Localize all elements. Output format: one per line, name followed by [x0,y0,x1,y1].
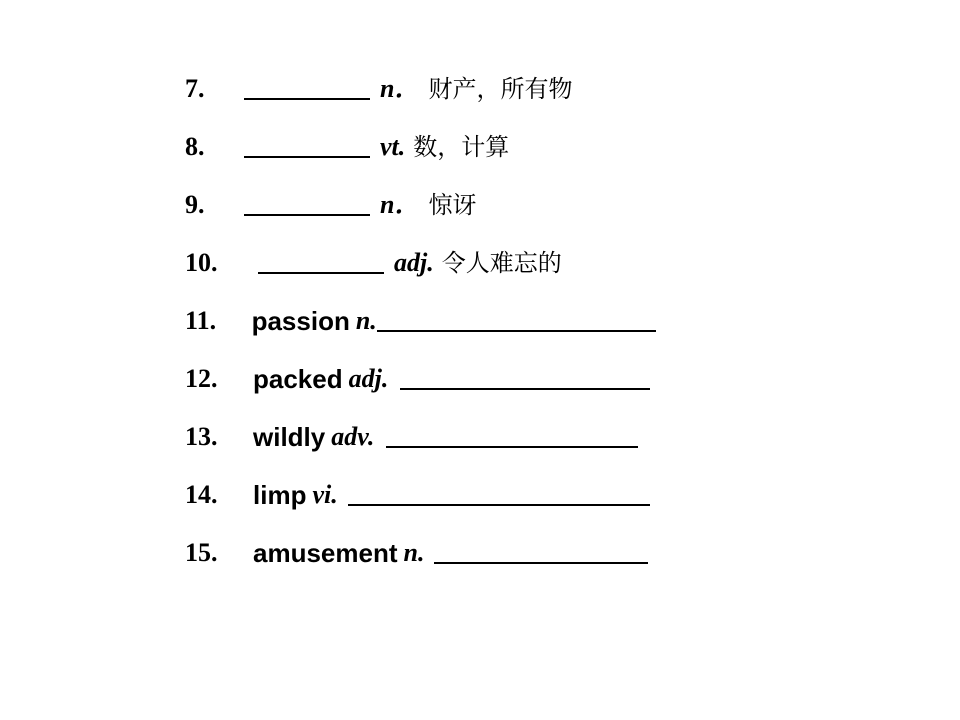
chinese-meaning: 令人难忘的 [441,249,562,277]
vocab-item-13 [185,418,638,452]
part-of-speech: vt. [380,132,406,161]
part-of-speech: n． [380,190,421,219]
item-number: 14 [185,480,211,509]
vocab-item-11 [185,302,656,336]
part-of-speech: n. [355,306,377,335]
answer-blank[interactable] [348,480,650,506]
item-number: 9 [185,190,198,219]
english-word: amusement [253,538,398,568]
vocab-item-9 [185,186,476,220]
english-word: limp [253,480,307,510]
vocab-item-10 [185,244,562,278]
answer-blank[interactable] [244,190,370,216]
item-number: 7 [185,74,198,103]
item-dot: . [211,364,218,393]
chinese-meaning: 数，计算 [413,133,510,161]
part-of-speech: adj. [348,364,389,393]
answer-blank[interactable] [258,248,384,274]
item-dot: . [211,248,218,277]
item-number: 11 [185,306,210,335]
vocab-item-12 [185,360,650,394]
vocab-item-8 [185,128,509,162]
part-of-speech: vi. [312,480,338,509]
vocab-item-15 [185,534,648,568]
answer-blank[interactable] [400,364,650,390]
part-of-speech: n． [380,74,421,103]
answer-blank[interactable] [377,306,656,332]
answer-blank[interactable] [386,422,638,448]
item-dot: . [198,74,205,103]
item-number: 13 [185,422,211,451]
item-number: 8 [185,132,198,161]
item-dot: . [209,306,217,335]
english-word: passion [251,306,350,336]
english-word: packed [253,364,343,394]
item-number: 12 [185,364,211,393]
item-dot: . [211,538,218,567]
item-dot: . [198,132,205,161]
answer-blank[interactable] [244,132,370,158]
english-word: wildly [253,422,326,452]
part-of-speech: adv. [331,422,375,451]
answer-blank[interactable] [434,538,648,564]
vocab-item-7 [185,70,572,104]
item-dot: . [211,480,218,509]
chinese-meaning: 惊讶 [428,191,477,219]
vocab-item-14 [185,476,650,510]
chinese-meaning: 财产，所有物 [428,75,573,103]
item-number: 10 [185,248,211,277]
answer-blank[interactable] [244,74,370,100]
item-dot: . [211,422,218,451]
item-number: 15 [185,538,211,567]
part-of-speech: adj. [394,248,434,277]
part-of-speech: n. [403,538,425,567]
item-dot: . [198,190,205,219]
